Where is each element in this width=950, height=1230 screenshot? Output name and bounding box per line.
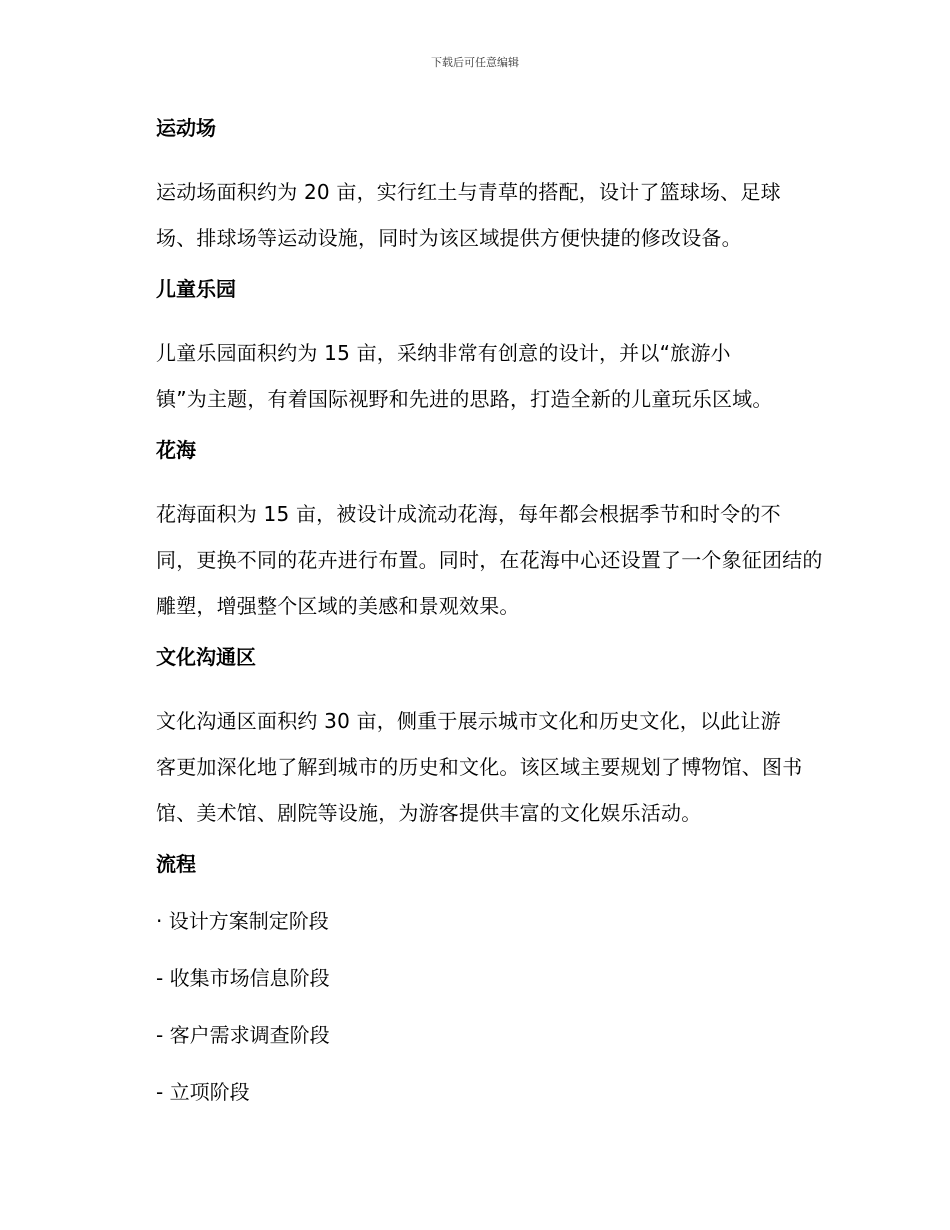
paragraph-line: 客更加深化地了解到城市的历史和文化。该区域主要规划了博物馆、图书 bbox=[156, 755, 803, 779]
paragraph-line: 儿童乐园面积约为 15 亩，采纳非常有创意的设计，并以“旅游小 bbox=[156, 341, 731, 365]
paragraph-line: 馆、美术馆、剧院等设施，为游客提供丰富的文化娱乐活动。 bbox=[156, 801, 702, 825]
paragraph-line: 花海面积为 15 亩，被设计成流动花海，每年都会根据季节和时令的不 bbox=[156, 502, 781, 526]
section-culture-exchange bbox=[112, 641, 832, 836]
paragraph-line: 场、排球场等运动设施，同时为该区域提供方便快捷的修改设备。 bbox=[156, 226, 742, 250]
document-body bbox=[112, 112, 832, 1133]
section-kids-park bbox=[112, 273, 832, 422]
process-list-item: - 收集市场信息阶段 bbox=[156, 966, 330, 990]
process-list-item: · 设计方案制定阶段 bbox=[156, 909, 329, 933]
page-header: 下载后可任意编辑 bbox=[431, 56, 519, 69]
process-list-item: - 客户需求调查阶段 bbox=[156, 1023, 330, 1047]
section-heading: 文化沟通区 bbox=[156, 645, 256, 669]
process-list-item: - 立项阶段 bbox=[156, 1080, 250, 1104]
paragraph-line: 文化沟通区面积约 30 亩，侧重于展示城市文化和历史文化，以此让游 bbox=[156, 709, 781, 733]
section-process bbox=[112, 848, 832, 1108]
section-heading: 运动场 bbox=[156, 116, 216, 140]
section-heading: 儿童乐园 bbox=[156, 277, 236, 301]
section-flower-sea bbox=[112, 434, 832, 629]
paragraph-line: 运动场面积约为 20 亩，实行红土与青草的搭配，设计了篮球场、足球 bbox=[156, 180, 781, 204]
section-paragraph bbox=[112, 698, 832, 836]
section-sports-field bbox=[112, 112, 832, 261]
section-paragraph bbox=[112, 491, 832, 629]
paragraph-line: 镇”为主题，有着国际视野和先进的思路，打造全新的儿童玩乐区域。 bbox=[156, 387, 773, 411]
paragraph-line: 同，更换不同的花卉进行布置。同时，在花海中心还设置了一个象征团结的 bbox=[156, 548, 823, 572]
paragraph-line: 雕塑，增强整个区域的美感和景观效果。 bbox=[156, 594, 520, 618]
section-heading: 花海 bbox=[156, 438, 196, 462]
section-heading: 流程 bbox=[156, 852, 196, 876]
section-paragraph bbox=[112, 330, 832, 422]
section-paragraph bbox=[112, 169, 832, 261]
